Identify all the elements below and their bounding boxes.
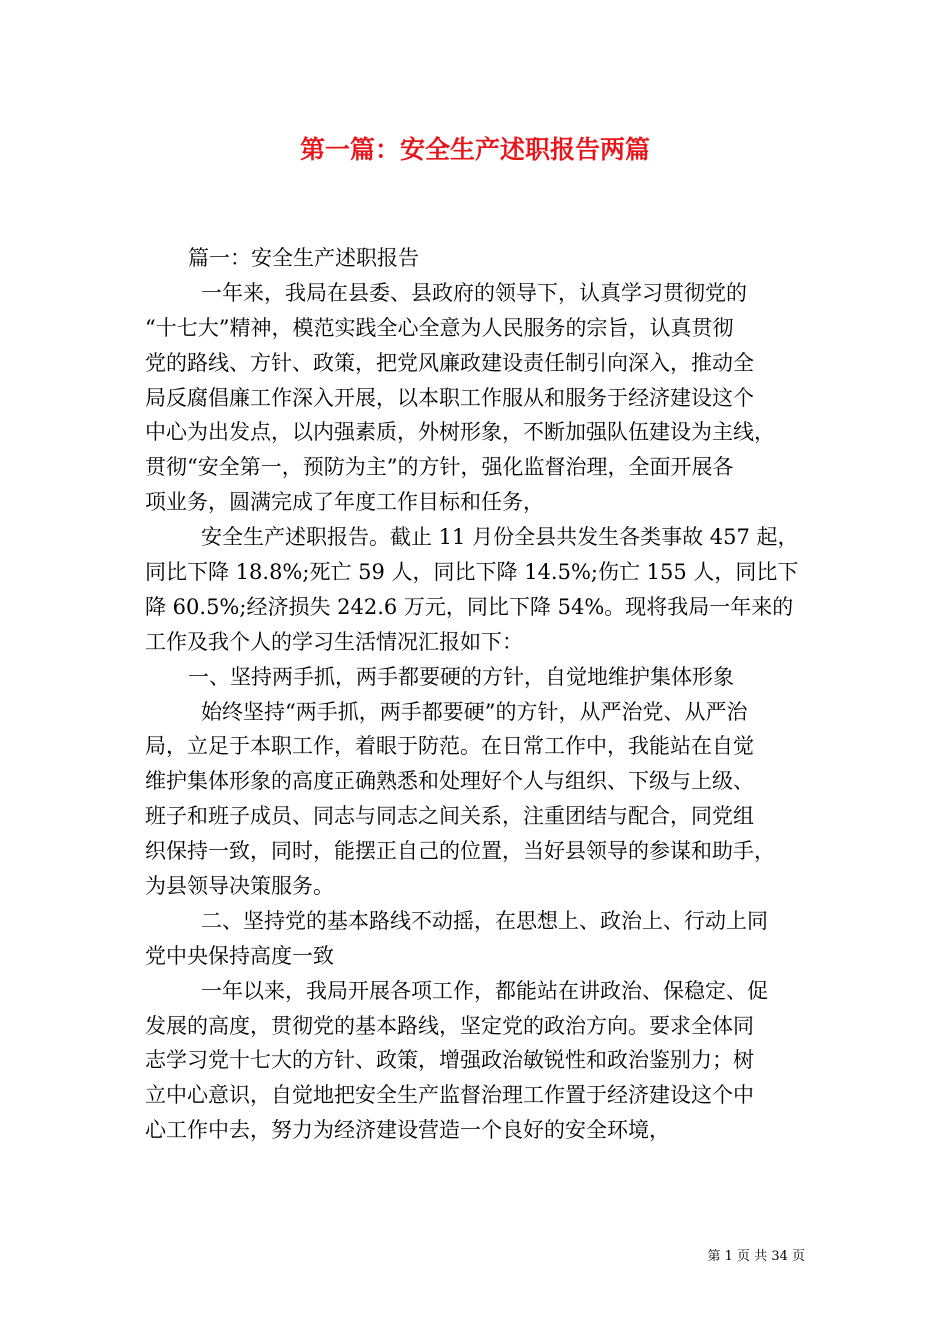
- body-text: [145, 241, 810, 1148]
- text-line: 一年以来，我局开展各项工作，都能站在讲政治、保稳定、促: [201, 978, 768, 1003]
- text-line: 立中心意识，自觉地把安全生产监督治理工作置于经济建设这个中: [145, 1083, 754, 1108]
- text-line: 为县领导决策服务。: [145, 874, 334, 899]
- page-footer: 第 1 页 共 34 页: [707, 1249, 805, 1264]
- text-line: 安全生产述职报告。截止 11 月份全县共发生各类事故 457 起，: [201, 525, 799, 550]
- text-line: 一年来，我局在县委、县政府的领导下，认真学习贯彻党的: [201, 280, 747, 305]
- text-line: 织保持一致，同时，能摆正自己的位置，当好县领导的参谋和助手，: [145, 839, 775, 864]
- text-line: 项业务，圆满完成了年度工作目标和任务，: [145, 490, 544, 515]
- text-line: 局反腐倡廉工作深入开展，以本职工作服从和服务于经济建设这个: [145, 385, 754, 410]
- text-line: 始终坚持“两手抓，两手都要硬”的方针，从严治党、从严治: [201, 699, 748, 724]
- text-line: 二、坚持党的基本路线不动摇，在思想上、政治上、行动上同: [201, 908, 768, 933]
- text-line: 维护集体形象的高度正确熟悉和处理好个人与组织、下级与上级、: [145, 769, 754, 794]
- text-line: 党的路线、方针、政策，把党风廉政建设责任制引向深入，推动全: [145, 350, 754, 375]
- text-line: 中心为出发点，以内强素质，外树形象，不断加强队伍建设为主线，: [145, 420, 775, 445]
- text-line: 篇一：安全生产述职报告: [188, 246, 419, 270]
- text-line: 同比下降 18.8%;死亡 59 人，同比下降 14.5%;伤亡 155 人，同比下: [145, 560, 799, 585]
- text-line: 降 60.5%;经济损失 242.6 万元，同比下降 54%。现将我局一年来的: [145, 594, 794, 619]
- text-line: 班子和班子成员、同志与同志之间关系，注重团结与配合，同党组: [145, 804, 754, 829]
- text-line: 贯彻“安全第一，预防为主”的方针，强化监督治理，全面开展各: [145, 455, 734, 480]
- text-line: 志学习党十七大的方针、政策，增强政治敏锐性和政治鉴别力；树: [145, 1048, 754, 1073]
- text-line: 心工作中去，努力为经济建设营造一个良好的安全环境，: [145, 1118, 670, 1143]
- text-line: 发展的高度，贯彻党的基本路线，坚定党的政治方向。要求全体同: [145, 1013, 754, 1038]
- text-line: 工作及我个人的学习生活情况汇报如下：: [145, 629, 523, 654]
- text-line: 一、坚持两手抓，两手都要硬的方针，自觉地维护集体形象: [188, 664, 734, 689]
- text-line: “十七大”精神，模范实践全心全意为人民服务的宗旨，认真贯彻: [145, 315, 734, 340]
- text-line: 党中央保持高度一致: [145, 943, 334, 968]
- text-line: 局，立足于本职工作，着眼于防范。在日常工作中，我能站在自觉: [145, 734, 754, 759]
- page-title: 第一篇：安全生产述职报告两篇: [299, 135, 650, 164]
